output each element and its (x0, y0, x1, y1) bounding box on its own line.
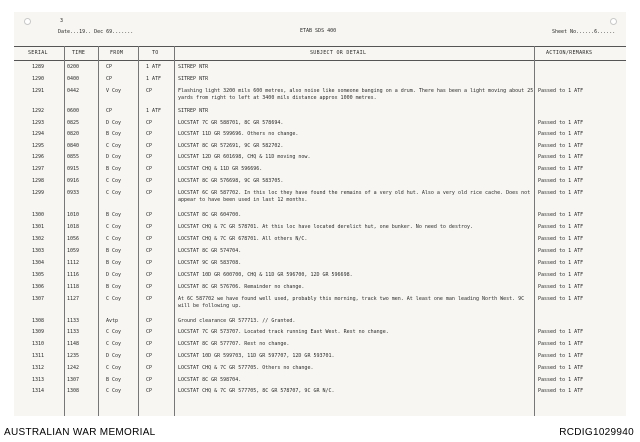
detail-cell: LOCSTAT 8C GR 576698, 9C GR 583705. (178, 178, 284, 184)
serial-cell: 1293 (32, 120, 45, 126)
detail-cell: LOCSTAT 12D GR 601698, CHQ & 11D moving now. (178, 154, 311, 160)
action-cell: Passed to 1 ATF (538, 120, 584, 126)
header-time: TIME (72, 50, 86, 56)
to-cell: 1 ATF (146, 76, 162, 82)
detail-cell: LOCSTAT CHQ & 7C GR 577705, 8C GR 578707, 9C GR N/C. (178, 388, 335, 394)
detail-cell: LOCSTAT 8C GR 572691, 9C GR 582702. (178, 143, 284, 149)
from-cell: C Coy (106, 388, 122, 394)
time-cell: 1148 (67, 341, 80, 347)
detail-cell: LOCSTAT 8C GR 576706. Remainder no change. (178, 284, 305, 290)
detail-cell: LOCSTAT 7C GR 588701, 8C GR 578694. (178, 120, 284, 126)
detail-cell: LOCSTAT 6C GR 587702. In this loc they have found the remains of a very old hut. Also a very old rice cache. Does not appear to have been used in last 12 months. (178, 190, 531, 203)
to-cell: CP (146, 318, 153, 324)
time-cell: 1307 (67, 377, 80, 383)
from-cell: B Coy (106, 131, 122, 137)
form-code: ETAB SDS 400 (300, 28, 337, 34)
action-cell: Passed to 1 ATF (538, 190, 584, 196)
time-cell: 0600 (67, 108, 80, 114)
serial-cell: 1313 (32, 377, 45, 383)
serial-cell: 1311 (32, 353, 45, 359)
column-divider (64, 46, 65, 416)
serial-cell: 1312 (32, 365, 45, 371)
action-cell: Passed to 1 ATF (538, 166, 584, 172)
column-divider (534, 46, 535, 416)
date-field: Date...19.. Dec 69....... (58, 29, 134, 35)
time-cell: 1056 (67, 236, 80, 242)
punch-hole (24, 18, 31, 25)
detail-cell: At 6C 587702 we have found well used, probably this morning, track two men. At least one man leading North West. 9C will be following up. (178, 296, 525, 309)
from-cell: C Coy (106, 296, 122, 302)
action-cell: Passed to 1 ATF (538, 143, 584, 149)
action-cell: Passed to 1 ATF (538, 178, 584, 184)
to-cell: CP (146, 143, 153, 149)
action-cell: Passed to 1 ATF (538, 353, 584, 359)
detail-cell: SITREP NTR (178, 64, 209, 70)
serial-cell: 1306 (32, 284, 45, 290)
detail-cell: LOCSTAT CHQ & 7C GR 577705. Others no change. (178, 365, 314, 371)
serial-cell: 1294 (32, 131, 45, 137)
sheet-number: Sheet No......6...... (552, 29, 616, 35)
action-cell: Passed to 1 ATF (538, 260, 584, 266)
to-cell: CP (146, 212, 153, 218)
detail-cell: LOCSTAT 10D GR 600700, CHQ & 11D GR 596700, 12D GR 596698. (178, 272, 353, 278)
time-cell: 0933 (67, 190, 80, 196)
action-cell: Passed to 1 ATF (538, 365, 584, 371)
from-cell: B Coy (106, 212, 122, 218)
to-cell: CP (146, 353, 153, 359)
time-cell: 1308 (67, 388, 80, 394)
serial-cell: 1302 (32, 236, 45, 242)
serial-cell: 1292 (32, 108, 45, 114)
serial-cell: 1289 (32, 64, 45, 70)
action-cell: Passed to 1 ATF (538, 154, 584, 160)
serial-cell: 1314 (32, 388, 45, 394)
from-cell: C Coy (106, 365, 122, 371)
header-subject: SUBJECT OR DETAIL (310, 50, 367, 56)
column-divider (98, 46, 99, 416)
from-cell: Avtp (106, 318, 119, 324)
from-cell: D Coy (106, 272, 122, 278)
detail-cell: LOCSTAT 8C GR 577707. Rest no change. (178, 341, 290, 347)
detail-cell: Ground clearance GR 577713. // Granted. (178, 318, 296, 324)
from-cell: C Coy (106, 190, 122, 196)
serial-cell: 1309 (32, 329, 45, 335)
time-cell: 0916 (67, 178, 80, 184)
from-cell: C Coy (106, 329, 122, 335)
time-cell: 0855 (67, 154, 80, 160)
serial-cell: 1297 (32, 166, 45, 172)
detail-cell: SITREP NTR (178, 76, 209, 82)
action-cell: Passed to 1 ATF (538, 377, 584, 383)
from-cell: B Coy (106, 248, 122, 254)
from-cell: B Coy (106, 166, 122, 172)
to-cell: CP (146, 329, 153, 335)
action-cell: Passed to 1 ATF (538, 272, 584, 278)
action-cell: Passed to 1 ATF (538, 329, 584, 335)
action-cell: Passed to 1 ATF (538, 224, 584, 230)
from-cell: B Coy (106, 377, 122, 383)
to-cell: CP (146, 377, 153, 383)
from-cell: B Coy (106, 284, 122, 290)
detail-cell: LOCSTAT 8C GR 598704. (178, 377, 242, 383)
time-cell: 1133 (67, 329, 80, 335)
action-cell: Passed to 1 ATF (538, 88, 584, 94)
time-cell: 0840 (67, 143, 80, 149)
serial-cell: 1303 (32, 248, 45, 254)
to-cell: CP (146, 365, 153, 371)
serial-cell: 1295 (32, 143, 45, 149)
action-cell: Passed to 1 ATF (538, 284, 584, 290)
time-cell: 1018 (67, 224, 80, 230)
detail-cell: LOCSTAT 8C GR 604700. (178, 212, 242, 218)
to-cell: CP (146, 88, 153, 94)
header-to: TO (152, 50, 159, 56)
from-cell: V Coy (106, 88, 122, 94)
time-cell: 1133 (67, 318, 80, 324)
from-cell: B Coy (106, 260, 122, 266)
action-cell: Passed to 1 ATF (538, 248, 584, 254)
action-cell: Passed to 1 ATF (538, 236, 584, 242)
to-cell: CP (146, 224, 153, 230)
detail-cell: LOCSTAT CHQ & 7C GR 578701. At this loc have located derelict hut, one bunker. No need to destroy. (178, 224, 474, 230)
detail-cell: Flashing light 3200 mils 600 metres, also noise like someone banging on a drum. There has been a light moving about 25 yards from right to left at 3400 mils distance approx 1000 metres. (178, 88, 534, 101)
from-cell: C Coy (106, 341, 122, 347)
from-cell: D Coy (106, 353, 122, 359)
time-cell: 1059 (67, 248, 80, 254)
from-cell: D Coy (106, 154, 122, 160)
serial-cell: 1304 (32, 260, 45, 266)
serial-cell: 1308 (32, 318, 45, 324)
time-cell: 1118 (67, 284, 80, 290)
to-cell: CP (146, 388, 153, 394)
stamp-number: 3 (60, 18, 64, 24)
serial-cell: 1307 (32, 296, 45, 302)
detail-cell: LOCSTAT 9C GR 583708. (178, 260, 242, 266)
to-cell: CP (146, 296, 153, 302)
from-cell: C Coy (106, 224, 122, 230)
action-cell: Passed to 1 ATF (538, 296, 584, 302)
to-cell: CP (146, 236, 153, 242)
column-divider (174, 46, 175, 416)
to-cell: 1 ATF (146, 108, 162, 114)
detail-cell: LOCSTAT 8C GR 574704. (178, 248, 242, 254)
serial-cell: 1291 (32, 88, 45, 94)
action-cell: Passed to 1 ATF (538, 388, 584, 394)
serial-cell: 1296 (32, 154, 45, 160)
to-cell: CP (146, 341, 153, 347)
time-cell: 0400 (67, 76, 80, 82)
action-cell: Passed to 1 ATF (538, 212, 584, 218)
time-cell: 1242 (67, 365, 80, 371)
detail-cell: LOCSTAT 7C GR 573707. Located track running East West. Rest no change. (178, 329, 389, 335)
to-cell: CP (146, 190, 153, 196)
to-cell: CP (146, 248, 153, 254)
log-sheet (14, 12, 626, 416)
from-cell: CP (106, 108, 113, 114)
time-cell: 1235 (67, 353, 80, 359)
time-cell: 1010 (67, 212, 80, 218)
serial-cell: 1300 (32, 212, 45, 218)
time-cell: 1127 (67, 296, 80, 302)
time-cell: 1112 (67, 260, 80, 266)
serial-cell: 1301 (32, 224, 45, 230)
from-cell: C Coy (106, 178, 122, 184)
to-cell: CP (146, 284, 153, 290)
to-cell: CP (146, 154, 153, 160)
to-cell: CP (146, 178, 153, 184)
time-cell: 0442 (67, 88, 80, 94)
to-cell: CP (146, 131, 153, 137)
from-cell: CP (106, 64, 113, 70)
detail-cell: LOCSTAT CHQ & 11D GR 596696. (178, 166, 263, 172)
serial-cell: 1305 (32, 272, 45, 278)
document-id: RCDIG1029940 (559, 427, 634, 438)
to-cell: 1 ATF (146, 64, 162, 70)
from-cell: C Coy (106, 236, 122, 242)
time-cell: 0825 (67, 120, 80, 126)
time-cell: 0915 (67, 166, 80, 172)
from-cell: D Coy (106, 120, 122, 126)
time-cell: 0820 (67, 131, 80, 137)
to-cell: CP (146, 260, 153, 266)
detail-cell: LOCSTAT 11D GR 599696. Others no change. (178, 131, 299, 137)
detail-cell: LOCSTAT CHQ & 7C GR 678701. All others N/C. (178, 236, 308, 242)
header-action: ACTION/REMARKS (546, 50, 593, 56)
serial-cell: 1298 (32, 178, 45, 184)
header-from: FROM (110, 50, 124, 56)
action-cell: Passed to 1 ATF (538, 341, 584, 347)
to-cell: CP (146, 120, 153, 126)
punch-hole (610, 18, 617, 25)
detail-cell: SITREP NTR (178, 108, 209, 114)
from-cell: CP (106, 76, 113, 82)
header-serial: SERIAL (28, 50, 48, 56)
time-cell: 1116 (67, 272, 80, 278)
serial-cell: 1290 (32, 76, 45, 82)
to-cell: CP (146, 272, 153, 278)
detail-cell: LOCSTAT 10D GR 599703, 11D GR 597707, 12D GR 593701. (178, 353, 335, 359)
serial-cell: 1299 (32, 190, 45, 196)
from-cell: C Coy (106, 143, 122, 149)
action-cell: Passed to 1 ATF (538, 131, 584, 137)
serial-cell: 1310 (32, 341, 45, 347)
archive-name: AUSTRALIAN WAR MEMORIAL (4, 427, 156, 438)
to-cell: CP (146, 166, 153, 172)
time-cell: 0200 (67, 64, 80, 70)
column-divider (138, 46, 139, 416)
